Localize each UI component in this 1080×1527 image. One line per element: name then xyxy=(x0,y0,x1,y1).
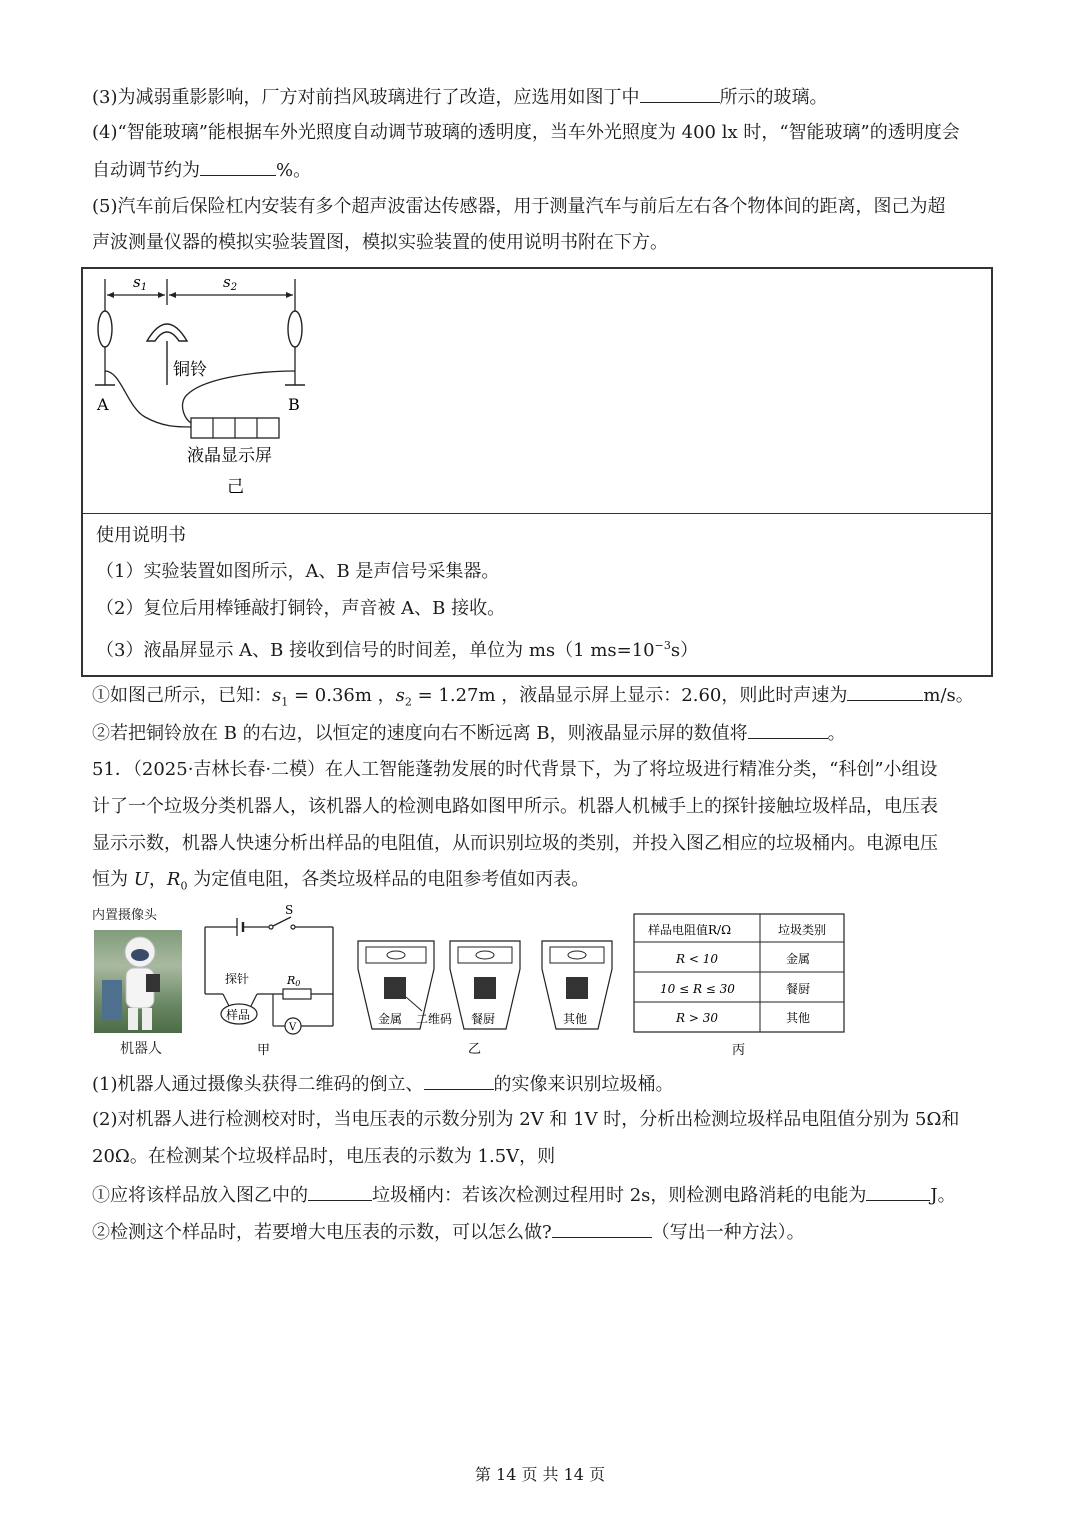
p1-end: 的实像来识别垃圾桶。 xyxy=(493,1074,674,1095)
s1-sub: 1 xyxy=(281,695,289,709)
q5-line2: 声波测量仪器的模拟实验装置图，模拟实验装置的使用说明书附在下方。 xyxy=(92,232,668,253)
r0-label: R0 xyxy=(287,974,301,988)
q3-text: (3)为减弱重影影响，厂方对前挡风玻璃进行了改造，应选用如图丁中 xyxy=(92,87,640,108)
symbol-r0-sub: 0 xyxy=(180,879,188,893)
manual-item3 xyxy=(96,634,698,663)
p2b-text: ②检测这个样品时，若要增大电压表的示数，可以怎么做? xyxy=(92,1222,552,1243)
switch-icon xyxy=(273,917,291,926)
qr-code-icon xyxy=(474,977,496,999)
s1-value: = 0.36m ， xyxy=(288,685,396,706)
robot-caption: 机器人 xyxy=(120,1041,162,1057)
s2-symbol: s xyxy=(395,685,405,706)
sub2-line xyxy=(92,720,846,746)
p2a-line xyxy=(92,1182,956,1208)
sample-label: 样品 xyxy=(226,1008,251,1022)
s2-label: $s_2$ xyxy=(223,273,238,293)
lcd-label: 液晶显示屏 xyxy=(187,446,272,466)
collector-b xyxy=(288,311,302,347)
answer-blank[interactable] xyxy=(424,1071,494,1090)
manual-item3-end: s） xyxy=(670,640,699,661)
manual-item1: （1）实验装置如图所示，A、B 是声信号采集器。 xyxy=(96,561,500,582)
answer-blank[interactable] xyxy=(308,1182,372,1201)
sub2-text: ②若把铜铃放在 B 的右边，以恒定的速度向右不断远离 B，则液晶显示屏的数值将 xyxy=(92,723,748,744)
table-cell: R > 30 xyxy=(676,1011,718,1025)
symbol-u: U xyxy=(133,869,149,890)
bins-diagram xyxy=(356,937,618,1061)
p2a-mid: 垃圾桶内：若该次检测过程用时 2s，则检测电路消耗的电能为 xyxy=(372,1185,867,1206)
bin-kitchen-label: 餐厨 xyxy=(471,1012,496,1026)
qr-label: 二维码 xyxy=(416,1012,453,1026)
q4-line2 xyxy=(92,157,311,183)
table-header-category: 垃圾类别 xyxy=(778,923,827,937)
bins-caption: 乙 xyxy=(468,1042,482,1057)
table-header-resistance: 样品电阻值R/Ω xyxy=(648,923,732,937)
sub1-unit: m/s。 xyxy=(923,685,974,706)
collector-a xyxy=(98,311,112,347)
p2b-line xyxy=(92,1219,805,1245)
answer-blank[interactable] xyxy=(200,157,276,176)
p1-text: (1)机器人通过摄像头获得二维码的倒立、 xyxy=(92,1074,424,1095)
q3-line xyxy=(92,84,828,110)
manual-item3-text: （3）液晶屏显示 A、B 接收到信号的时间差，单位为 ms（1 ms=10 xyxy=(96,640,655,661)
q51-line1: 51．（2025·吉林长春·二模）在人工智能蓬勃发展的时代背景下，为了将垃圾进行精准分类，“科创”小组设 xyxy=(92,759,938,780)
q4-text: 自动调节约为 xyxy=(92,160,200,181)
p2-line1: (2)对机器人进行检测校对时，当电压表的示数分别为 2V 和 1V 时，分析出检测垃圾样品电阻值分别为 5Ω和 xyxy=(92,1109,960,1130)
q4-text-end: %。 xyxy=(276,160,312,181)
q51-comma: ， xyxy=(148,869,167,890)
bin-other-label: 其他 xyxy=(563,1012,588,1026)
p2-line2: 20Ω。在检测某个垃圾样品时，电压表的示数为 1.5V，则 xyxy=(92,1146,556,1167)
table-cell: 餐厨 xyxy=(786,982,811,996)
s1-label: $s_1$ xyxy=(133,273,148,293)
bin-metal-label: 金属 xyxy=(378,1012,403,1026)
answer-blank[interactable] xyxy=(847,682,923,701)
bell-label: 铜铃 xyxy=(173,360,207,380)
s2-value: = 1.27m ，液晶显示屏上显示：2.60，则此时声速为 xyxy=(411,685,848,706)
q51-line4-end: 为定值电阻，各类垃圾样品的电阻参考值如丙表。 xyxy=(187,869,590,890)
table-cell: R < 10 xyxy=(676,952,718,966)
symbol-r0: R xyxy=(166,869,181,890)
circuit-caption: 甲 xyxy=(257,1043,271,1058)
q5-line1: (5)汽车前后保险杠内安装有多个超声波雷达传感器，用于测量汽车与前后左右各个物体间的距离，图己为超 xyxy=(92,196,946,217)
answer-blank[interactable] xyxy=(640,84,720,103)
p2a-text: ①应将该样品放入图乙中的 xyxy=(92,1185,308,1206)
resistor-r0 xyxy=(283,989,311,999)
p1-line xyxy=(92,1071,674,1097)
table-caption: 丙 xyxy=(732,1043,746,1058)
manual-item2: （2）复位后用棒锤敲打铜铃，声音被 A、B 接收。 xyxy=(96,598,506,619)
bin-other xyxy=(542,941,612,1029)
manual-item3-sup: −3 xyxy=(654,639,671,652)
label-a: A xyxy=(97,395,109,414)
q51-line4 xyxy=(92,868,589,899)
sub2-end: 。 xyxy=(827,723,846,744)
manual-title: 使用说明书 xyxy=(96,525,186,546)
probe-label: 探针 xyxy=(225,972,250,986)
q4-line1: (4)“智能玻璃”能根据车外光照度自动调节玻璃的透明度，当车外光照度为 400 lx 时，“智能玻璃”的透明度会 xyxy=(92,122,960,143)
robot-photo xyxy=(94,930,182,1033)
table-cell: 10 ≤ R ≤ 30 xyxy=(660,982,735,996)
q51-line2: 计了一个垃圾分类机器人，该机器人的检测电路如图甲所示。机器人机械手上的探针接触垃圾样品，电压表 xyxy=(92,796,938,817)
box-divider xyxy=(81,513,993,514)
figure-ji-diagram xyxy=(81,267,341,513)
label-b: B xyxy=(288,395,300,414)
s1-symbol: s xyxy=(272,685,282,706)
robot-icon xyxy=(94,930,182,1033)
circuit-diagram xyxy=(195,902,341,1062)
answer-blank[interactable] xyxy=(748,720,828,739)
sub1-text: ①如图己所示，已知： xyxy=(92,685,272,706)
qr-code-icon xyxy=(566,977,588,999)
answer-blank[interactable] xyxy=(552,1219,652,1238)
sub1-line xyxy=(92,682,974,715)
bell-icon xyxy=(147,324,187,341)
p2b-end: （写出一种方法）。 xyxy=(651,1222,805,1243)
s2-sub: 2 xyxy=(404,695,412,709)
p2a-end: J。 xyxy=(930,1185,956,1206)
q3-text-end: 所示的玻璃。 xyxy=(719,87,828,108)
q51-line3: 显示示数，机器人快速分析出样品的电阻值，从而识别垃圾的类别，并投入图乙相应的垃圾桶内。电源电压 xyxy=(92,833,938,854)
voltmeter-label: V xyxy=(289,1022,297,1033)
robot-camera-label: 内置摄像头 xyxy=(92,908,158,923)
switch-label: S xyxy=(285,903,294,917)
resistance-table xyxy=(632,912,848,1062)
qr-code-icon xyxy=(384,977,406,999)
bin-kitchen xyxy=(450,941,520,1029)
figure-ji-caption: 己 xyxy=(227,477,244,497)
table-cell: 金属 xyxy=(786,952,811,966)
page-footer: 第 14 页 共 14 页 xyxy=(474,1465,606,1484)
table-cell: 其他 xyxy=(786,1011,811,1025)
answer-blank[interactable] xyxy=(866,1182,930,1201)
q51-line4-text: 恒为 xyxy=(92,869,134,890)
